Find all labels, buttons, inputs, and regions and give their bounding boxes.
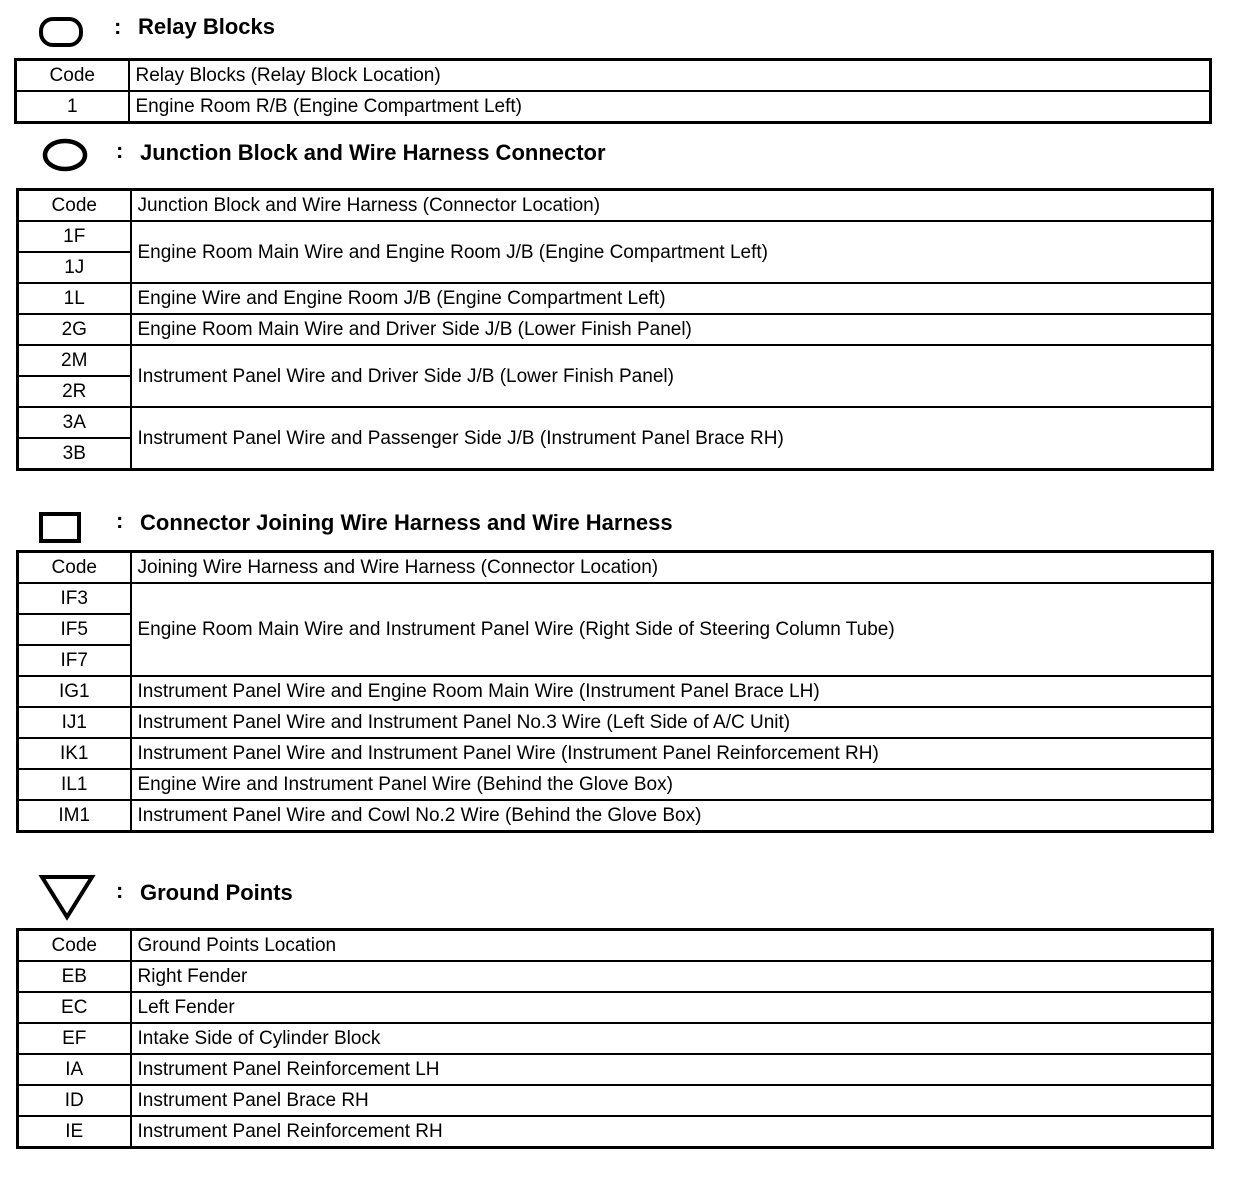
location-cell: Engine Room Main Wire and Engine Room J/B (Engine Compartment Left) <box>131 221 1213 283</box>
code-cell: 2G <box>18 314 131 345</box>
header-desc: Ground Points Location <box>131 930 1213 962</box>
code-cell: IF3 <box>18 583 131 614</box>
header-desc: Joining Wire Harness and Wire Harness (Connector Location) <box>131 552 1213 584</box>
location-cell: Instrument Panel Wire and Passenger Side J/B (Instrument Panel Brace RH) <box>131 407 1213 470</box>
down-triangle-icon <box>38 872 96 922</box>
code-cell: IG1 <box>18 676 131 707</box>
code-cell: 2M <box>18 345 131 376</box>
table-row <box>18 992 1213 1023</box>
location-cell: Instrument Panel Wire and Cowl No.2 Wire (Behind the Glove Box) <box>131 800 1213 832</box>
location-cell: Engine Wire and Instrument Panel Wire (Behind the Glove Box) <box>131 769 1213 800</box>
section-title: Ground Points <box>140 880 293 905</box>
code-cell: 1J <box>18 252 131 283</box>
location-cell: Engine Room Main Wire and Instrument Panel Wire (Right Side of Steering Column Tube) <box>131 583 1213 676</box>
code-cell: IJ1 <box>18 707 131 738</box>
location-cell: Instrument Panel Wire and Engine Room Main Wire (Instrument Panel Brace LH) <box>131 676 1213 707</box>
location-cell: Right Fender <box>131 961 1213 992</box>
oval-icon <box>40 138 90 174</box>
code-cell: IK1 <box>18 738 131 769</box>
section-title: Connector Joining Wire Harness and Wire Harness <box>140 510 673 535</box>
location-cell: Engine Room R/B (Engine Compartment Left) <box>129 91 1211 123</box>
header-desc: Junction Block and Wire Harness (Connector Location) <box>131 190 1213 222</box>
header-code: Code <box>16 60 129 92</box>
table-row <box>18 961 1213 992</box>
code-cell: 2R <box>18 376 131 407</box>
location-cell: Instrument Panel Wire and Instrument Panel Wire (Instrument Panel Reinforcement RH) <box>131 738 1213 769</box>
colon: : <box>116 508 124 533</box>
table-row <box>18 283 1213 314</box>
code-cell: 3B <box>18 438 131 470</box>
table-row <box>18 314 1213 345</box>
table-row <box>18 1116 1213 1148</box>
relay-blocks-heading <box>38 12 638 56</box>
table-row <box>18 221 1213 252</box>
code-cell: IM1 <box>18 800 131 832</box>
code-cell: EB <box>18 961 131 992</box>
colon: : <box>114 14 122 39</box>
table-row <box>18 769 1213 800</box>
header-code: Code <box>18 190 131 222</box>
table-row <box>18 800 1213 832</box>
location-cell: Intake Side of Cylinder Block <box>131 1023 1213 1054</box>
connector-table <box>16 550 1214 833</box>
section-title: Relay Blocks <box>138 14 275 39</box>
section-title: Junction Block and Wire Harness Connector <box>140 140 606 165</box>
table-header-row <box>16 60 1211 92</box>
table-row <box>18 1023 1213 1054</box>
location-cell: Instrument Panel Wire and Driver Side J/B (Lower Finish Panel) <box>131 345 1213 407</box>
header-code: Code <box>18 930 131 962</box>
table-row <box>18 738 1213 769</box>
ground-points-table <box>16 928 1214 1149</box>
table-row <box>18 583 1213 614</box>
location-cell: Engine Wire and Engine Room J/B (Engine Compartment Left) <box>131 283 1213 314</box>
location-cell: Instrument Panel Wire and Instrument Panel No.3 Wire (Left Side of A/C Unit) <box>131 707 1213 738</box>
code-cell: 1L <box>18 283 131 314</box>
table-row <box>18 1085 1213 1116</box>
square-icon <box>38 510 84 546</box>
table-row <box>18 407 1213 438</box>
table-row <box>18 707 1213 738</box>
header-code: Code <box>18 552 131 584</box>
code-cell: IE <box>18 1116 131 1148</box>
code-cell: IA <box>18 1054 131 1085</box>
code-cell: ID <box>18 1085 131 1116</box>
table-header-row <box>18 552 1213 584</box>
location-cell: Instrument Panel Reinforcement LH <box>131 1054 1213 1085</box>
location-cell: Left Fender <box>131 992 1213 1023</box>
colon: : <box>116 878 124 903</box>
table-row <box>16 91 1211 123</box>
code-cell: 1 <box>16 91 129 123</box>
connector-heading <box>38 508 838 552</box>
code-cell: IF7 <box>18 645 131 676</box>
code-cell: 1F <box>18 221 131 252</box>
ground-points-heading <box>38 872 638 922</box>
junction-block-table <box>16 188 1214 471</box>
table-header-row <box>18 930 1213 962</box>
location-cell: Instrument Panel Reinforcement RH <box>131 1116 1213 1148</box>
code-cell: EC <box>18 992 131 1023</box>
code-cell: IF5 <box>18 614 131 645</box>
table-header-row <box>18 190 1213 222</box>
code-cell: 3A <box>18 407 131 438</box>
code-cell: EF <box>18 1023 131 1054</box>
table-row <box>18 676 1213 707</box>
junction-block-heading <box>40 138 840 182</box>
header-desc: Relay Blocks (Relay Block Location) <box>129 60 1211 92</box>
code-cell: IL1 <box>18 769 131 800</box>
table-row <box>18 345 1213 376</box>
colon: : <box>116 138 124 163</box>
table-row <box>18 1054 1213 1085</box>
relay-blocks-table <box>14 58 1212 124</box>
location-cell: Instrument Panel Brace RH <box>131 1085 1213 1116</box>
location-cell: Engine Room Main Wire and Driver Side J/B (Lower Finish Panel) <box>131 314 1213 345</box>
rounded-rect-icon <box>38 14 86 50</box>
